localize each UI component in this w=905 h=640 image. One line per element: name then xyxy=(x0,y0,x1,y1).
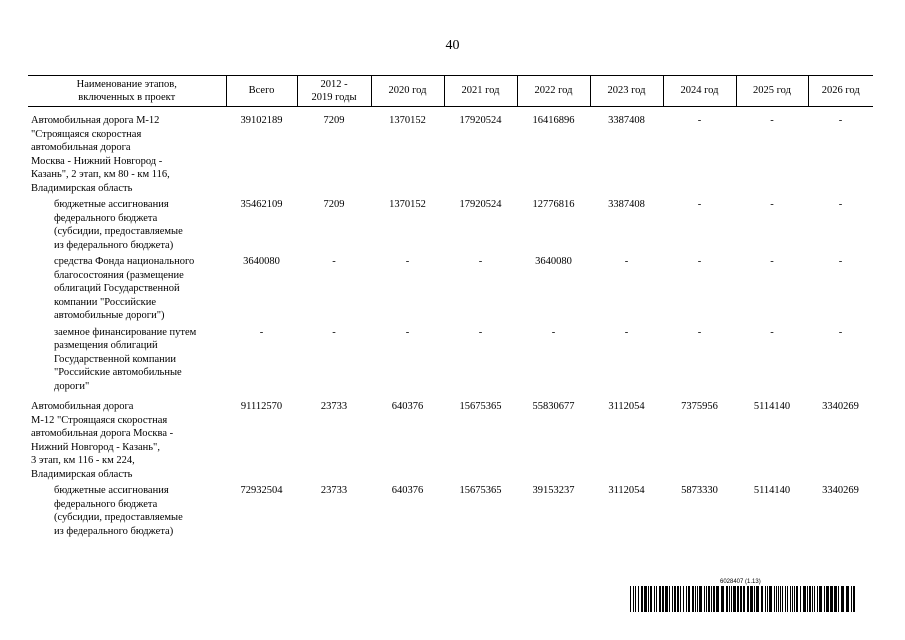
barcode-image xyxy=(630,586,855,612)
value-cell: - xyxy=(838,115,843,126)
value-cell: - xyxy=(624,326,629,338)
barcode-bar xyxy=(826,586,829,612)
header-stage-name: Наименование этапов, включенных в проект xyxy=(28,76,226,107)
value-cell: - xyxy=(770,115,774,126)
barcode-label: 6028407 (1.13) xyxy=(720,579,761,585)
barcode-bar xyxy=(769,586,772,612)
barcode-bar xyxy=(729,586,730,612)
header-column: Всего xyxy=(226,76,297,107)
barcode-bar xyxy=(659,586,661,612)
table-row-funding-source xyxy=(28,252,873,323)
page-number: 40 xyxy=(445,38,460,53)
barcode-bar xyxy=(817,586,818,612)
value-cell: 39102189 xyxy=(240,115,283,126)
barcode-bar xyxy=(761,586,763,612)
barcode-bar xyxy=(708,586,710,612)
barcode-bar xyxy=(716,586,719,612)
value-cell: 39153237 xyxy=(532,485,575,496)
barcode-bar xyxy=(697,586,698,612)
value-cell: - xyxy=(697,199,702,210)
header-column: 2025 год xyxy=(736,76,808,107)
barcode-bar xyxy=(803,586,806,612)
header-column: 2022 год xyxy=(517,76,590,107)
barcode-bar xyxy=(794,586,795,612)
barcode-bar xyxy=(650,586,652,612)
value-cell: - xyxy=(478,326,483,338)
value-cell: - xyxy=(405,326,410,338)
value-cell: 3640080 xyxy=(535,256,572,267)
value-cell: 5114140 xyxy=(753,401,791,412)
value-cell: 3640080 xyxy=(243,256,280,267)
barcode-bar xyxy=(706,586,707,612)
barcode-bar xyxy=(747,586,749,612)
value-cell: 3112054 xyxy=(608,401,645,412)
value-cell: 7209 xyxy=(323,115,345,126)
barcode-bar xyxy=(686,586,687,612)
barcode-bar xyxy=(733,586,736,612)
barcode-bar xyxy=(692,586,694,612)
value-cell: 72932504 xyxy=(240,485,283,496)
barcode-bar xyxy=(656,586,657,612)
barcode-bar xyxy=(778,586,779,612)
value-cell: 640376 xyxy=(391,485,424,496)
stage-name-cell: Автомобильная дорога М-12 "Строящаяся скоростная автомобильная дорога Москва - Нижний Новгород - Казань", 3 этап, км 116 - км 224, Владимирская область xyxy=(31,401,174,480)
barcode-bar xyxy=(695,586,696,612)
barcode-bar xyxy=(677,586,679,612)
barcode-bar xyxy=(774,586,775,612)
barcode-bar xyxy=(630,586,631,612)
barcode-bar xyxy=(635,586,636,612)
value-cell: - xyxy=(332,326,336,338)
barcode-bar xyxy=(765,586,766,612)
value-cell: - xyxy=(332,256,336,267)
barcode-bar xyxy=(638,586,639,612)
barcode-bar xyxy=(809,586,811,612)
barcode-bar xyxy=(743,586,745,612)
value-cell: - xyxy=(838,326,843,338)
barcode-bar xyxy=(846,586,849,612)
value-cell: - xyxy=(770,326,774,338)
value-cell: - xyxy=(770,199,774,210)
barcode-bar xyxy=(807,586,808,612)
barcode-bar xyxy=(780,586,781,612)
barcode-bar xyxy=(713,586,715,612)
barcode-bar xyxy=(704,586,705,612)
value-cell: 23733 xyxy=(320,485,348,496)
value-cell: - xyxy=(551,326,556,338)
barcode-bar xyxy=(785,586,786,612)
barcode-bar xyxy=(674,586,676,612)
value-cell: 3112054 xyxy=(608,485,645,496)
barcode-bar xyxy=(648,586,649,612)
barcode-bar xyxy=(812,586,813,612)
barcode-bar xyxy=(750,586,753,612)
value-cell: 3340269 xyxy=(822,401,859,412)
barcode-bar xyxy=(740,586,742,612)
stage-name-cell: бюджетные ассигнования федерального бюджета (субсидии, предоставляемые из федерального бюджета) xyxy=(54,199,183,251)
stage-name-cell: Автомобильная дорога М-12 "Строящаяся скоростная автомобильная дорога Москва - Нижний Новгород - Казань", 2 этап, км 80 - км 116, Владимирская область xyxy=(31,115,170,194)
barcode-bar xyxy=(834,586,837,612)
barcode-bar xyxy=(688,586,690,612)
value-cell: - xyxy=(405,256,410,267)
value-cell: - xyxy=(697,115,702,126)
barcode-bar xyxy=(841,586,844,612)
barcode-bar xyxy=(767,586,768,612)
value-cell: - xyxy=(838,199,843,210)
barcode-bar xyxy=(721,586,724,612)
header-column: 2021 год xyxy=(444,76,517,107)
barcode-bar xyxy=(665,586,668,612)
barcode-bar xyxy=(644,586,647,612)
value-cell: 5114140 xyxy=(753,485,791,496)
barcode-bar xyxy=(853,586,855,612)
barcode-bar xyxy=(699,586,702,612)
value-cell: 15675365 xyxy=(459,485,502,496)
barcode-bar xyxy=(838,586,839,612)
barcode-bar xyxy=(672,586,673,612)
barcode-bar xyxy=(731,586,732,612)
header-column: 2024 год xyxy=(663,76,736,107)
value-cell: 16416896 xyxy=(532,115,575,126)
barcode-bar xyxy=(782,586,783,612)
barcode-bar xyxy=(756,586,759,612)
header-column: 2023 год xyxy=(590,76,663,107)
value-cell: 3387408 xyxy=(608,115,645,126)
header-column: 2026 год xyxy=(808,76,873,107)
value-cell: - xyxy=(697,326,702,338)
value-cell: 3387408 xyxy=(608,199,645,210)
value-cell: 23733 xyxy=(320,401,348,412)
barcode-bar xyxy=(662,586,664,612)
value-cell: 3340269 xyxy=(822,485,859,496)
stage-name-cell: средства Фонда национального благосостояния (размещение облигаций Государственной компании "Российские автомобильные дороги") xyxy=(54,256,195,321)
table-row-funding-source xyxy=(28,195,873,252)
value-cell: 12776816 xyxy=(532,199,575,210)
barcode-bar xyxy=(796,586,798,612)
barcode-bar xyxy=(680,586,681,612)
barcode-bar xyxy=(669,586,670,612)
barcode-bar xyxy=(776,586,777,612)
barcode-bar xyxy=(641,586,643,612)
table-row-project xyxy=(28,393,873,481)
value-cell: - xyxy=(259,326,264,338)
barcode-bar xyxy=(654,586,655,612)
value-cell: 91112570 xyxy=(240,401,283,412)
table-row-funding-source xyxy=(28,481,873,538)
value-cell: 7209 xyxy=(323,199,345,210)
value-cell: 17920524 xyxy=(459,115,502,126)
barcode-bar xyxy=(711,586,712,612)
barcode-bar xyxy=(683,586,684,612)
value-cell: 35462109 xyxy=(240,199,283,210)
table-header-row xyxy=(28,76,873,107)
header-column: 2012 - 2019 годы xyxy=(297,76,371,107)
barcode-bar xyxy=(726,586,728,612)
header-column: 2020 год xyxy=(371,76,444,107)
value-cell: 55830677 xyxy=(532,401,575,412)
barcode-bar xyxy=(800,586,801,612)
barcode-bar xyxy=(754,586,755,612)
value-cell: 1370152 xyxy=(389,199,426,210)
table-row-project xyxy=(28,107,873,196)
barcode-bar xyxy=(633,586,634,612)
value-cell: 7375956 xyxy=(681,401,718,412)
barcode-bar xyxy=(790,586,791,612)
value-cell: - xyxy=(770,256,774,267)
value-cell: - xyxy=(838,256,843,267)
value-cell: 5873330 xyxy=(681,485,718,496)
barcode-bar xyxy=(787,586,788,612)
barcode-bar xyxy=(824,586,825,612)
value-cell: 640376 xyxy=(391,401,424,412)
value-cell: 15675365 xyxy=(459,401,502,412)
stage-name-cell: заемное финансирование путем размещения облигаций Государственной компании "Российские автомобильные дороги" xyxy=(54,326,197,392)
barcode-bar xyxy=(819,586,822,612)
barcode-bar xyxy=(851,586,852,612)
financing-table xyxy=(28,75,873,538)
table-row-funding-source xyxy=(28,323,873,394)
value-cell: - xyxy=(697,256,702,267)
barcode-bar xyxy=(792,586,793,612)
value-cell: - xyxy=(478,256,483,267)
value-cell: - xyxy=(624,256,629,267)
barcode-bar xyxy=(737,586,739,612)
stage-name-cell: бюджетные ассигнования федерального бюджета (субсидии, предоставляемые из федерального бюджета) xyxy=(54,485,183,537)
value-cell: 1370152 xyxy=(389,115,426,126)
barcode-bar xyxy=(830,586,833,612)
value-cell: 17920524 xyxy=(459,199,502,210)
barcode-bar xyxy=(814,586,815,612)
